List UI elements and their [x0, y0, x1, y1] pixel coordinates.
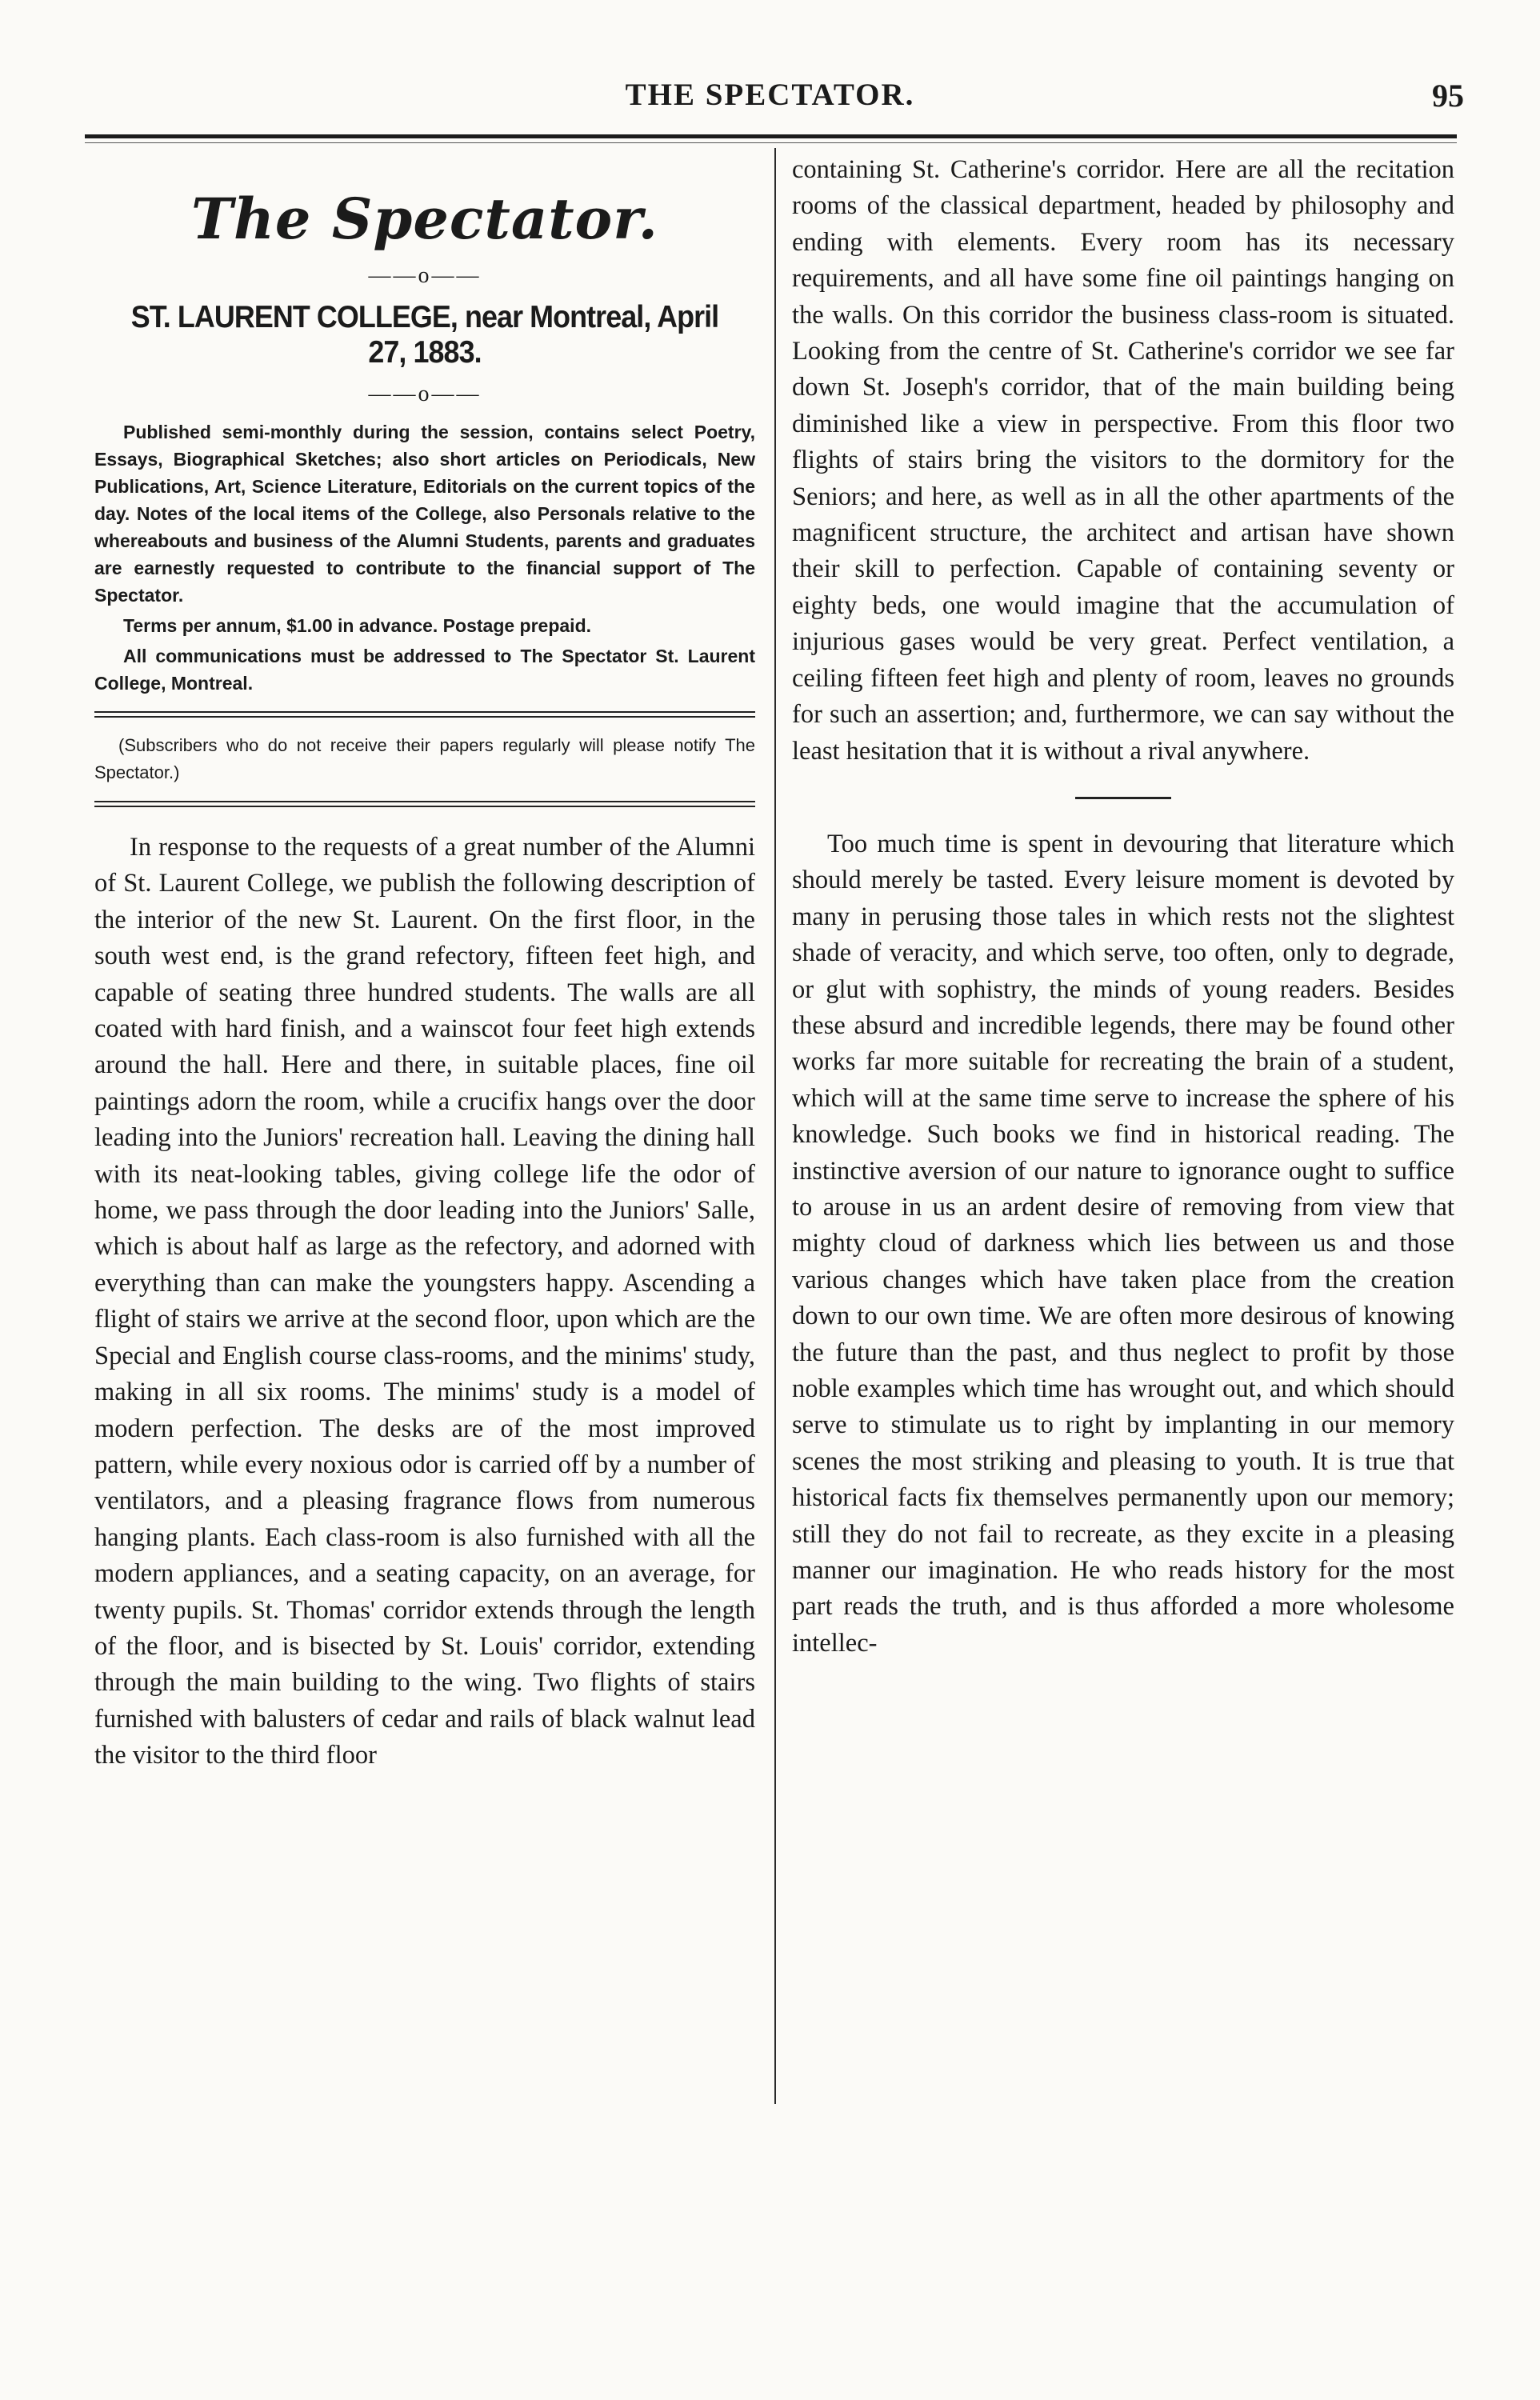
article-paragraph: In response to the requests of a great number of the Alumni of St. Laurent College, we publish the following description of the interior of the new St. Laurent. On the first floor, in the south west end, is the grand refectory, fifteen feet high, and capable of seating three hundred students. The walls are all coated with hard finish, and a wainscot four feet high extends around the hall. Here and there, in suitable places, fine oil paintings adorn the room, while a crucifix hangs over the door leading into the Juniors' recreation hall. Leaving the dining hall with its neat-looking tables, giving college life the odor of home, we pass through the door leading into the Juniors' Salle, which is about half as large as the refectory, and adorned with everything than can make the youngsters happy. Ascending a flight of stairs we arrive at the second floor, upon which are the Special and English course class-rooms, and the minims' study, making in all six rooms. The minims' study is a model of modern perfection. The desks are of the most improved pattern, while every noxious odor is carried off by a number of ventilators, and a pleasing fragrance flows from numerous hanging plants. Each class-room is also furnished with all the modern appliances, and a seating capacity, on an average, for twenty pupils. St. Thomas' corridor extends through the length of the floor, and is bisected by St. Louis' corridor, extending through the main building to the wing. Two flights of stairs furnished with balusters of cedar and rails of black walnut lead the visitor to the third floor	[94, 833, 755, 1770]
right-column	[792, 152, 1454, 1662]
address-note: All communications must be addressed to The Spectator St. Laurent College, Montreal.	[94, 646, 755, 694]
article-paragraph: Too much time is spent in devouring that literature which should merely be tasted. Every leisure moment is devoted by many in perusing those tales in which rests not the slightest shade of veracity, and which serve, too often, only to degrade, or glut with sophistry, the minds of young readers. Besides these absurd and incredible legends, there may be found other works far more suitable for recreating the brain of a student, which will at the same time serve to increase the sphere of his knowledge. Such books we find in historical reading. The instinctive aversion of our nature to ignorance ought to suffice to arouse in us an ardent desire of removing from view that mighty cloud of darkness which lies between us and those various changes which have taken place from the creation down to our own time. We are often more desirous of knowing the future than the past, and thus neglect to profit by those noble examples which time has wrought out, and which should serve to stimulate us to right by implanting in our memory scenes the most striking and pleasing to youth. It is true that historical facts fix themselves permanently upon our memory; still they do not fail to recreate, as they excite in a pleasing manner our imagination. He who reads history for the most part reads the truth, and is thus afforded a more wholesome intellec-	[792, 829, 1454, 1658]
header-rule-thin	[85, 142, 1457, 143]
article-paragraph-continued: containing St. Catherine's corridor. Here are all the recitation rooms of the classical department, headed by philosophy and ending with elements. Every room has its necessary requirements, and all have some fine oil paintings hanging on the walls. On this corridor the business class-room is situated. Looking from the centre of St. Catherine's corridor we see far down St. Joseph's corridor, that of the main building being diminished like a view in perspective. From this floor two flights of stairs bring the visitors to the dormitory for the Seniors; and here, as well as in all the other apartments of the magnificent structure, the architect and artisan have shown their skill to perfection. Capable of containing seventy or eighty beds, one would imagine that the accumulation of injurious gases would be very great. Perfect ventilation, a ceiling fifteen feet high and plenty of room, leaves no grounds for such an assertion; and, furthermore, we can say without the least hesitation that it is without a rival anywhere.	[792, 155, 1454, 766]
article-historical-reading	[792, 826, 1454, 1662]
left-column	[94, 152, 755, 1774]
subscriber-notice: (Subscribers who do not receive their papers regularly will please notify The Spectator.)	[94, 735, 755, 782]
masthead-notes	[94, 418, 755, 697]
column-divider	[774, 148, 776, 2104]
dateline: ST. LAURENT COLLEGE, near Montreal, April 27, 1883.	[130, 300, 719, 370]
masthead-ornament-2: ——o——	[368, 382, 482, 406]
article-college-interior	[94, 830, 755, 1774]
article-separator	[1075, 797, 1171, 799]
running-head	[0, 77, 1540, 133]
masthead-ornament: ——o——	[368, 263, 482, 288]
terms-note: Terms per annum, $1.00 in advance. Postage prepaid.	[123, 615, 592, 636]
article-college-interior-continued	[792, 152, 1454, 770]
publication-note: Published semi-monthly during the session, contains select Poetry, Essays, Biographical Sketches; also short articles on Periodicals, New Publications, Art, Science Literature, Editorials on the current topics of the day. Notes of the local items of the College, also Personals relative to the whereabouts and business of the Alumni Students, parents and graduates are earnestly requested to contribute to the financial support of The Spectator.	[94, 422, 755, 606]
page-number: 95	[1432, 78, 1464, 114]
masthead-rule	[94, 711, 755, 718]
header-rule	[85, 134, 1457, 138]
running-head-title: THE SPECTATOR.	[625, 78, 915, 112]
notice-rule	[94, 801, 755, 807]
masthead-title: The Spectator.	[190, 186, 659, 252]
